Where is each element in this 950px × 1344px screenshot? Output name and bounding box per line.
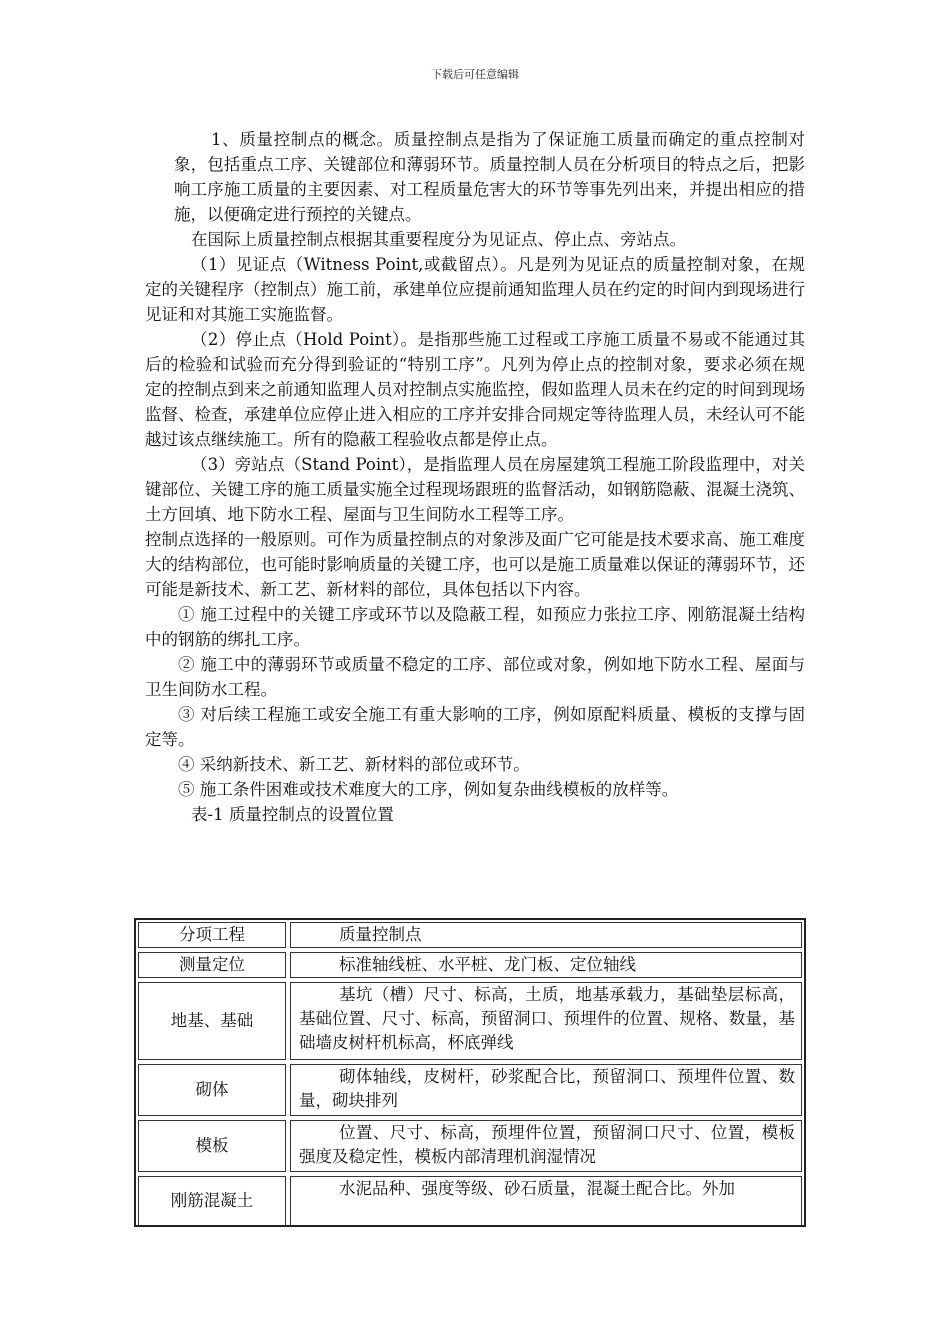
- row-points-cell: 水泥品种、强度等级、砂石质量，混凝土配合比。外加: [290, 1176, 802, 1225]
- page-header-note: 下载后可任意编辑: [431, 68, 519, 81]
- row-points-cell: 标准轴线桩、水平桩、龙门板、定位轴线: [290, 952, 802, 978]
- list-item-3: ③ 对后续工程施工或安全施工有重大影响的工序，例如原配料质量、模板的支撑与固定等。: [145, 705, 805, 749]
- header-cell-points: 质量控制点: [290, 922, 802, 948]
- list-item-4: ④ 采纳新技术、新工艺、新材料的部位或环节。: [178, 755, 530, 774]
- row-points-cell: 砌体轴线，皮树杆，砂浆配合比，预留洞口、预埋件位置、数量，砌块排列: [290, 1064, 802, 1116]
- row-item-cell: 地基、基础: [138, 982, 286, 1060]
- paragraph-international-classification: 在国际上质量控制点根据其重要程度分为见证点、停止点、旁站点。: [191, 230, 686, 249]
- row-points-cell: 位置、尺寸、标高，预埋件位置，预留洞口尺寸、位置，模板强度及稳定性，模板内部清理机润湿情况: [290, 1120, 802, 1172]
- quality-control-table: [134, 918, 806, 1227]
- list-item-1: ① 施工过程中的关键工序或环节以及隐蔽工程，如预应力张拉工序、刚筋混凝土结构中的钢筋的绑扎工序。: [145, 605, 805, 649]
- table-header-row: [136, 920, 804, 950]
- row-points-cell: 基坑（槽）尺寸、标高，土质，地基承载力，基础垫层标高，基础位置、尺寸、标高，预留洞口、预埋件的位置、规格、数量，基础墙皮树杆机标高，杯底弹线: [290, 982, 802, 1060]
- row-item-cell: 模板: [138, 1120, 286, 1172]
- paragraph-hold-point: （2）停止点（Hold Point）。是指那些施工过程或工序施工质量不易或不能通过其后的检验和试验而充分得到验证的“特别工序”。凡列为停止点的控制对象，要求必须在规定的控制点到来之前通知监理人员对控制点实施监控，假如监理人员未在约定的时间到现场监督、检查，承建单位应停止进入相应的工序并安排合同规定等待监理人员，未经认可不能越过该点继续施工。所有的隐蔽工程验收点都是停止点。: [145, 330, 805, 449]
- table-caption: 表-1 质量控制点的设置位置: [191, 805, 394, 824]
- list-item-2: ② 施工中的薄弱环节或质量不稳定的工序、部位或对象，例如地下防水工程、屋面与卫生间防水工程。: [145, 655, 805, 699]
- table-row: [136, 980, 804, 1062]
- document-body: [145, 127, 805, 827]
- paragraph-witness-point: （1）见证点（Witness Point,或截留点）。凡是列为见证点的质量控制对象，在规定的关键程序（控制点）施工前，承建单位应提前通知监理人员在约定的时间内到现场进行见证和对其施工实施监督。: [145, 255, 805, 324]
- row-item-cell: 刚筋混凝土: [138, 1176, 286, 1225]
- table-row: [136, 1118, 804, 1174]
- header-cell-item: 分项工程: [138, 922, 286, 948]
- list-item-5: ⑤ 施工条件困难或技术难度大的工序，例如复杂曲线模板的放样等。: [178, 780, 679, 799]
- paragraph-selection-principles: 控制点选择的一般原则。可作为质量控制点的对象涉及面广它可能是技术要求高、施工难度大的结构部位，也可能时影响质量的关键工序，也可以是施工质量难以保证的薄弱环节，还可能是新技术、新工艺、新材料的部位，具体包括以下内容。: [145, 530, 805, 599]
- paragraph-stand-point: （3）旁站点（Stand Point），是指监理人员在房屋建筑工程施工阶段监理中，对关键部位、关键工序的施工质量实施全过程现场跟班的监督活动，如钢筋隐蔽、混凝土浇筑、土方回填、地下防水工程、屋面与卫生间防水工程等工序。: [145, 455, 805, 524]
- table-row: [136, 1174, 804, 1225]
- table-row: [136, 1062, 804, 1118]
- row-item-cell: 砌体: [138, 1064, 286, 1116]
- paragraph-control-point-concept: 1、质量控制点的概念。质量控制点是指为了保证施工质量而确定的重点控制对象，包括重点工序、关键部位和薄弱环节。质量控制人员在分析项目的特点之后，把影响工序施工质量的主要因素、对工程质量危害大的环节等事先列出来，并提出相应的措施，以便确定进行预控的关键点。: [174, 130, 805, 224]
- row-item-cell: 测量定位: [138, 952, 286, 978]
- table-row: [136, 950, 804, 980]
